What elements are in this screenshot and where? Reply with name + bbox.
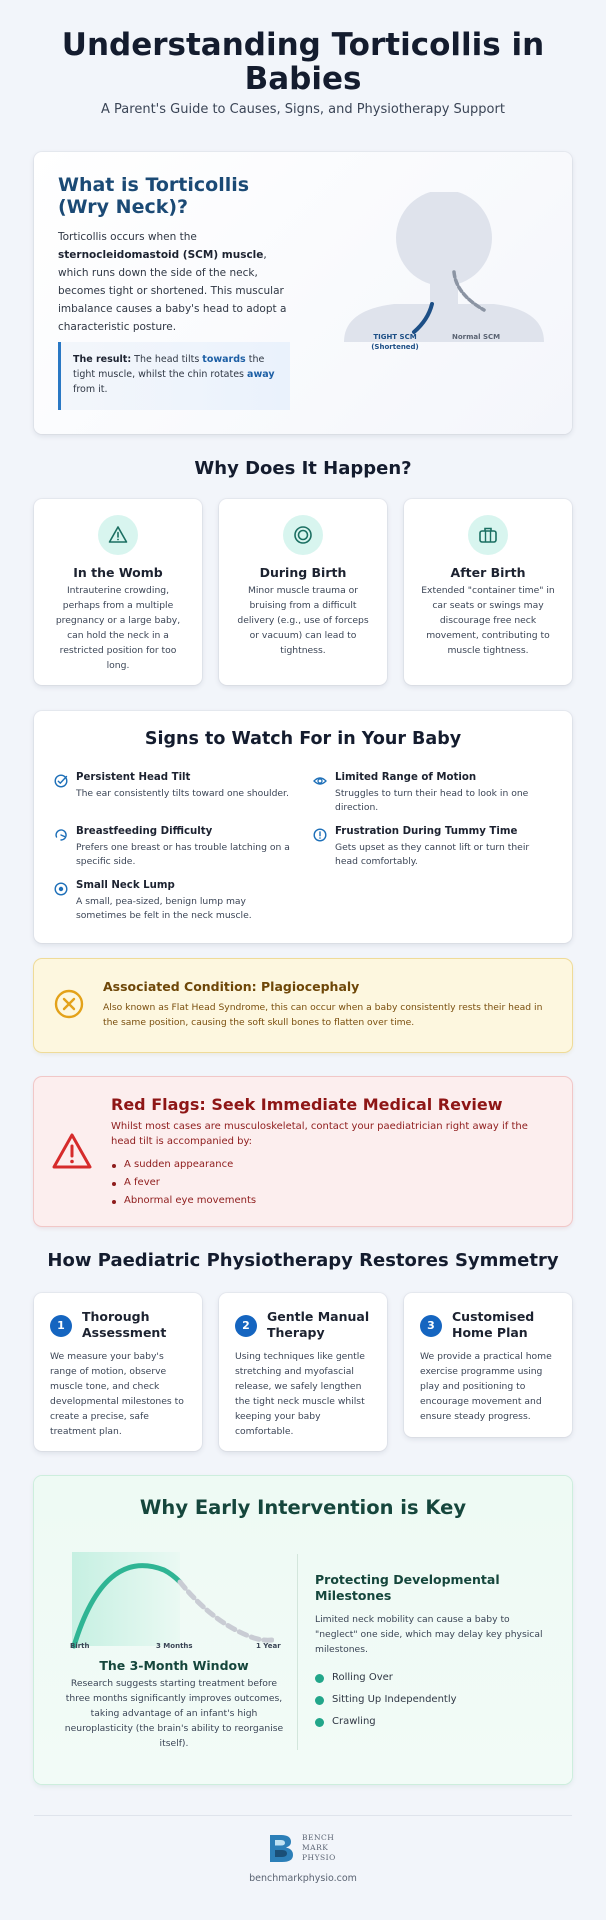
why-card-title: After Birth: [450, 565, 526, 580]
physio-heading: How Paediatric Physiotherapy Restores Symmetry: [47, 1250, 559, 1271]
what-is-body: Torticollis occurs when the sternocleidomastoid (SCM) muscle, which runs down the side of the neck, becomes tight or shortened. This muscular imbalance causes a baby's head to adopt a characteristic posture.: [58, 231, 287, 333]
why-card-text: Intrauterine crowding, perhaps from a multiple pregnancy or a large baby, can hold the neck in a restricted position for too long.: [55, 585, 181, 671]
sign-title: Small Neck Lump: [76, 880, 175, 891]
page-subtitle: A Parent's Guide to Causes, Signs, and Physiotherapy Support: [101, 102, 505, 117]
rotate-icon: [54, 828, 68, 842]
step-title: Gentle Manual Therapy: [267, 1309, 370, 1340]
baby-head-shape: [396, 192, 492, 286]
benchmark-logo-icon: [267, 1833, 297, 1863]
curve-label: 3 Months: [156, 1642, 193, 1650]
sign-title: Breastfeeding Difficulty: [76, 826, 213, 837]
why-card-text: Minor muscle trauma or bruising from a difficult delivery (e.g., use of forceps or vacuum) can lead to tightness.: [237, 585, 369, 656]
alert-circle-icon: [313, 828, 327, 842]
protect-text: Limited neck mobility can cause a baby to "neglect" one side, which may delay key physical milestones.: [315, 1614, 543, 1655]
step-card-3: [404, 1293, 572, 1437]
milestone-bullet: [315, 1696, 324, 1705]
result-callout: The result: The head tilts towards the tight muscle, whilst the chin rotates away from it.: [58, 342, 290, 410]
tight-scm-label: TIGHT SCM (Shortened): [371, 333, 419, 351]
curve-label: Birth: [70, 1642, 90, 1650]
sign-text: Gets upset as they cannot lift or turn their head comfortably.: [335, 842, 530, 867]
normal-scm-label: Normal SCM: [452, 333, 501, 341]
why-card-text: Extended "container time" in car seats or swings may discourage free neck movement, contributing to muscle tightness.: [421, 585, 555, 656]
page-title: Understanding Torticollis in Babies: [61, 27, 545, 97]
sign-title: Limited Range of Motion: [335, 772, 477, 783]
footer-url: benchmarkphysio.com: [249, 1873, 357, 1884]
plagiocephaly-text: Also known as Flat Head Syndrome, this can occur when a baby consistently rests their head in the same position, causing the soft skull bones to flatten over time.: [103, 1002, 543, 1028]
why-card-womb: [34, 499, 202, 685]
sign-title: Frustration During Tummy Time: [335, 826, 518, 837]
briefcase-icon: [478, 525, 498, 545]
step-title: Thorough Assessment: [82, 1309, 167, 1340]
neuroplasticity-curve: [64, 1552, 274, 1650]
what-is-title: What is Torticollis (Wry Neck)?: [58, 174, 250, 218]
why-card-birth: [219, 499, 387, 685]
target-icon: [293, 525, 313, 545]
dot-circle-icon: [54, 882, 68, 896]
sign-text: Prefers one breast or has trouble latching on a specific side.: [76, 842, 290, 867]
step-text: We provide a practical home exercise programme using play and positioning to encourage movement and ensure steady progress.: [420, 1351, 552, 1422]
step-card-1: [34, 1293, 202, 1451]
signs-heading: Signs to Watch For in Your Baby: [144, 729, 462, 749]
step-title: Customised Home Plan: [452, 1309, 535, 1340]
red-flags-text: Whilst most cases are musculoskeletal, contact your paediatrician right away if the head tilt is accompanied by:: [111, 1121, 528, 1147]
logo-wordmark: BENCH MARK PHYSIO: [302, 1833, 336, 1862]
eye-icon: [313, 774, 327, 788]
early-intervention-card: Why Early Intervention is Key Birth 3 Months 1 Year The 3-Month Window Research suggests starting treatment before three months significantly improves outcomes, taking advantage of an infant's high neuroplasticity (the brain's ability to reorganise itself). Protecting Developmental Milestones Limited neck mobility can cause a baby to "neglect" one side, which may delay key physical milestones. Rolling Over Sitting Up Independently Crawling: [34, 1476, 572, 1784]
red-flags-callout: [34, 1077, 572, 1226]
red-flags-title: Red Flags: Seek Immediate Medical Review: [111, 1095, 503, 1114]
plagiocephaly-callout: [34, 959, 572, 1052]
red-flag-item: A fever: [124, 1177, 160, 1188]
milestone-bullet: [315, 1674, 324, 1683]
footer-divider: [34, 1815, 572, 1816]
step-text: We measure your baby's range of motion, observe muscle tone, and check developmental milestones to create a precise, safe treatment plan.: [50, 1351, 184, 1437]
early-heading: Why Early Intervention is Key: [139, 1496, 467, 1519]
why-card-after: [404, 499, 572, 685]
step-card-2: [219, 1293, 387, 1451]
window-title: The 3-Month Window: [99, 1658, 249, 1673]
why-card-title: During Birth: [259, 565, 347, 580]
neck-diagram: [344, 192, 544, 342]
step-text: Using techniques like gentle stretching and myofascial release, we safely lengthen the tight neck muscle whilst keeping your baby comfortable.: [235, 1351, 365, 1437]
warning-triangle-icon: [52, 1133, 92, 1169]
why-heading: Why Does It Happen?: [194, 458, 412, 479]
sign-text: Struggles to turn their head to look in one direction.: [335, 788, 529, 813]
step-number: 2: [235, 1315, 257, 1337]
sign-text: The ear consistently tilts toward one shoulder.: [76, 788, 289, 799]
what-is-card: [34, 152, 572, 434]
milestone-bullet: [315, 1718, 324, 1727]
window-text: Research suggests starting treatment before three months significantly improves outcomes, taking advantage of an infant's high neuroplasticity (the brain's ability to reorganise itself).: [64, 1678, 284, 1749]
protect-title: Protecting Developmental Milestones: [315, 1572, 500, 1603]
check-circle-icon: [54, 774, 68, 788]
warning-triangle-icon: [108, 525, 128, 545]
curve-late-segment: [180, 1582, 272, 1640]
x-circle-icon: [54, 989, 84, 1019]
plagiocephaly-title: Associated Condition: Plagiocephaly: [103, 979, 360, 994]
step-number: 1: [50, 1315, 72, 1337]
curve-label: 1 Year: [256, 1642, 281, 1650]
why-card-title: In the Womb: [73, 565, 163, 580]
column-divider: [297, 1554, 298, 1750]
step-number: 3: [420, 1315, 442, 1337]
sign-text: A small, pea-sized, benign lump may sometimes be felt in the neck muscle.: [76, 896, 252, 921]
signs-card: [34, 711, 572, 943]
red-flag-item: A sudden appearance: [124, 1159, 234, 1170]
red-flag-item: Abnormal eye movements: [124, 1195, 257, 1206]
sign-title: Persistent Head Tilt: [76, 772, 191, 783]
